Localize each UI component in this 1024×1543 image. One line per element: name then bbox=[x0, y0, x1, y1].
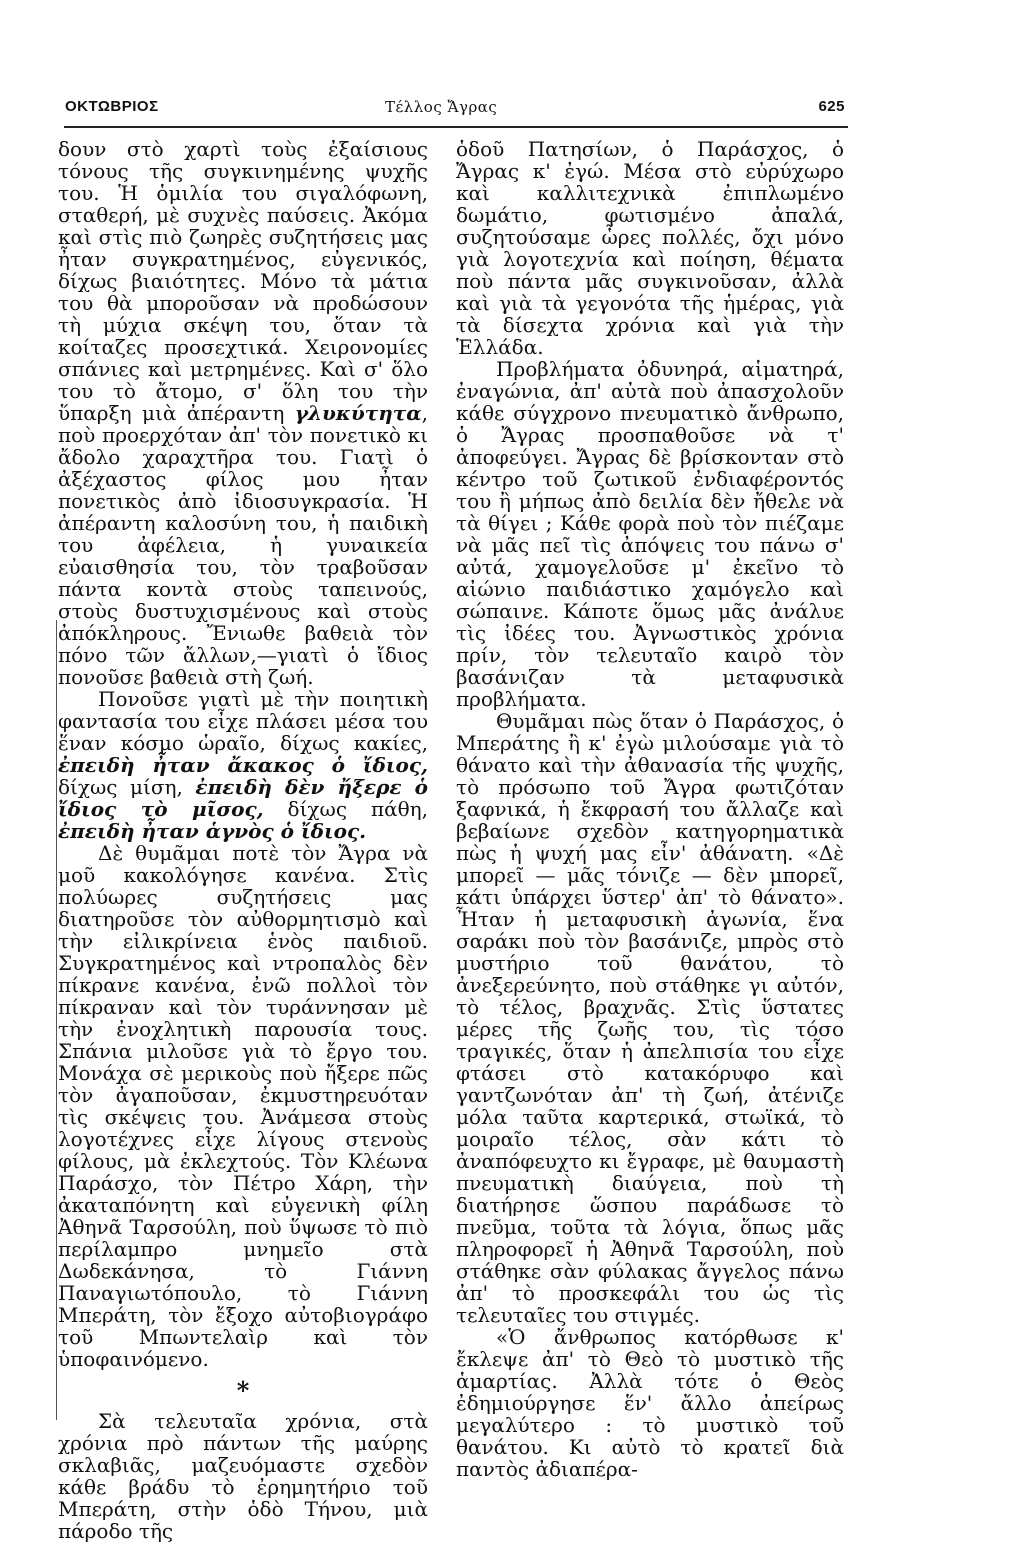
emphasis-text: ἐπειδὴ ἦταν ἄκακος ὁ ἴδιος, bbox=[58, 753, 428, 777]
page-edge-line bbox=[56, 620, 57, 1420]
paragraph: ὁδοῦ Πατησίων, ὁ Παράσχος, ὁ Ἄγρας κ' ἐγώ. Μέσα στὸ εὐρύχωρο καὶ καλλιτεχνικὰ ἐπιπλωμένο δωμάτιο, φωτισμένο ἀπαλά, συζητούσαμε ὧρες πολλές, ὄχι μόνο γιὰ λογοτεχνία καὶ ποίηση, θέματα ποὺ πάντα μᾶς συγκινοῦσαν, ἀλλὰ καὶ γιὰ τὰ γεγονότα τῆς ἡμέρας, γιὰ τὰ δίσεχτα χρόνια καὶ γιὰ τὴν Ἑλλάδα. bbox=[456, 137, 844, 359]
page-number: 625 bbox=[818, 98, 845, 115]
left-column bbox=[58, 138, 428, 1542]
paragraph-text: δίχως μίση, bbox=[58, 775, 183, 799]
emphasis-text: ἐπειδὴ δὲν ἤξερε ὁ ἴδιος τὸ μῖσος, bbox=[58, 775, 429, 821]
paragraph: Θυμᾶμαι πὼς ὅταν ὁ Παράσχος, ὁ Μπεράτης ἢ κ' ἐγὼ μιλούσαμε γιὰ τὸ θάνατο καὶ τὴν ἀθανασία τῆς ψυχῆς, τὸ πρόσωπο τοῦ Ἄγρα φωτιζόταν ξαφνικά, ἡ ἔκφρασή του ἄλλαζε καὶ βεβαίωνε σχεδὸν κατηγορηματικὰ πὼς ἡ ψυχή μας εἶν' ἀθάνατη. «Δὲ μπορεῖ — μᾶς τόνιζε — δὲν μπορεῖ, κάτι ὑπάρχει ὕστερ' ἀπ' τὸ θάνατο». Ἦταν ἡ μεταφυσικὴ ἀγωνία, ἕνα σαράκι ποὺ τὸν βασάνιζε, μπρὸς στὸ μυστήριο τοῦ θανάτου, τὸ ἀνεξερεύνητο, ποὺ στάθηκε γι αὐτόν, τὸ τέλος, βραχνᾶς. Στὶς ὕστατες μέρες τῆς ζωῆς του, τὶς τόσο τραγικές, ὅταν ἡ ἀπελπισία του εἶχε φτάσει στὸ κατακόρυφο καὶ γαντζωνόταν ἀπ' τὴ ζωή, ἀτένιζε μόλα ταῦτα καρτερικά, στωϊκά, τὸ μοιραῖο τέλος, σὰν κάτι τὸ ἀναπόφευχτο κι ἔγραφε, μὲ θαυμαστὴ πνευματικὴ διαύγεια, ποὺ τὴ διατήρησε ὥσπου παράδωσε τὸ πνεῦμα, τοῦτα τὰ λόγια, ὅπως μᾶς πληροφορεῖ ἡ Ἀθηνᾶ Ταρσούλη, ποὺ στάθηκε σὰν φύλακας ἄγγελος πάνω ἀπ' τὸ προσκεφάλι του ὡς τὶς τελευταῖες του στιγμές. bbox=[456, 709, 844, 1327]
emphasis-text: ἐπειδὴ ἦταν ἁγνὸς ὁ ἴδιος. bbox=[58, 819, 367, 843]
header-rule bbox=[64, 126, 848, 128]
paragraph bbox=[58, 138, 428, 688]
paragraph: «Ὁ ἄνθρωπος κατόρθωσε κ' ἔκλεψε ἀπ' τὸ Θεὸ τὸ μυστικὸ τῆς ἁμαρτίας. Ἀλλὰ τότε ὁ Θεὸς ἐδημιούργησε ἕν' ἄλλο ἀπείρως μεγαλύτερο : τὸ μυστικὸ τοῦ θανάτου. Κι αὐτὸ τὸ κρατεῖ διὰ παντὸς ἀδιαπέρα- bbox=[456, 1325, 844, 1481]
paragraph-text: , ποὺ προερχόταν ἀπ' τὸν πονετικὸ κι ἄδολο χαραχτῆρα του. Γιατὶ ὁ ἀξέχαστος φίλος μου ἦταν πονετικὸς ἀπὸ ἰδιοσυγκρασία. Ἡ ἀπέραντη καλοσύνη του, ἡ παιδικὴ του ἀφέλεια, ἡ γυναικεία εὐαισθησία του, τὸν τραβοῦσαν πάντα κοντὰ στοὺς ταπεινούς, στοὺς δυστυχισμένους καὶ στοὺς ἀπόκληρους. Ἔνιωθε βαθειὰ τὸν πόνο τῶν ἄλλων,—γιατὶ ὁ ἴδιος πονοῦσε βαθειὰ στὴ ζωή. bbox=[58, 401, 429, 689]
running-header bbox=[65, 98, 845, 124]
paragraph-text: Πονοῦσε γιατὶ μὲ τὴν ποιητικὴ φαντασία του εἶχε πλάσει μέσα του ἕναν κόσμο ὡραῖο, δίχως κακίες, bbox=[58, 687, 428, 755]
header-title: Τέλλος Ἄγρας bbox=[385, 98, 498, 116]
emphasis-text: γλυκύτητα bbox=[294, 401, 422, 425]
paragraph-text: δίχως πάθη, bbox=[287, 797, 428, 821]
paragraph bbox=[58, 688, 428, 842]
header-month: ΟΚΤΩΒΡΙΟΣ bbox=[65, 98, 159, 115]
right-column bbox=[456, 138, 844, 1480]
section-separator: * bbox=[236, 1376, 250, 1405]
paragraph-text: δουν στὸ χαρτὶ τοὺς ἐξαίσιους τόνους τῆς συγκινημένης ψυχῆς του. Ἡ ὁμιλία του σιγαλόφωνη, σταθερή, μὲ συχνὲς παύσεις. Ἀκόμα καὶ στὶς πιὸ ζωηρὲς συζητήσεις μας ἦταν συγκρατημένος, εὐγενικός, δίχως βιαιότητες. Μόνο τὰ μάτια του θὰ μποροῦσαν νὰ προδώσουν τὴ μύχια σκέψη του, ὅταν τὰ κοίταζες προσεχτικά. Χειρονομίες σπάνιες καὶ μετρημένες. Καὶ σ' ὅλο του τὸ ἄτομο, σ' ὅλη του τὴν ὕπαρξη μιὰ ἀπέραντη bbox=[58, 137, 428, 425]
paragraph: Σὰ τελευταῖα χρόνια, στὰ χρόνια πρὸ πάντων τῆς μαύρης σκλαβιᾶς, μαζευόμαστε σχεδὸν κάθε βράδυ τὸ ἐρημητήριο τοῦ Μπεράτη, στὴν ὁδὸ Τήνου, μιὰ πάροδο τῆς bbox=[58, 1409, 428, 1543]
paragraph: Προβλήματα ὀδυνηρά, αἱματηρά, ἐναγώνια, ἀπ' αὐτὰ ποὺ ἀπασχολοῦν κάθε σύγχρονο πνευματικὸ ἄνθρωπο, ὁ Ἄγρας προσπαθοῦσε νὰ τ' ἀποφεύγει. Ἄγρας δὲ βρίσκονταν στὸ κέντρο τοῦ ζωτικοῦ ἐνδιαφέροντός του ἢ μήπως ἀπὸ δειλία δὲν ἤθελε νὰ τὰ θίγει ; Κάθε φορὰ ποὺ τὸν πιέζαμε νὰ μᾶς πεῖ τὶς ἀπόψεις του πάνω σ' αὐτά, χαμογελοῦσε μ' ἐκεῖνο τὸ αἰώνιο παιδιάστικο χαμόγελο καὶ σώπαινε. Κάποτε ὅμως μᾶς ἀνάλυε τὶς ἰδέες του. Ἀγνωστικὸς χρόνια πρίν, τὸν τελευταῖο καιρὸ τὸν βασάνιζαν τὰ μεταφυσικὰ προβλήματα. bbox=[456, 357, 844, 711]
paragraph: Δὲ θυμᾶμαι ποτὲ τὸν Ἄγρα νὰ μοῦ κακολόγησε κανένα. Στὶς πολύωρες συζητήσεις μας διατηροῦσε τὸν αὐθορμητισμὸ καὶ τὴν εἰλικρίνεια ἑνὸς παιδιοῦ. Συγκρατημένος καὶ ντροπαλὸς δὲν πίκρανε κανένα, ἐνῶ πολλοὶ τὸν πίκραναν καὶ τὸν τυράννησαν μὲ τὴν ἐνοχλητικὴ παρουσία τους. Σπάνια μιλοῦσε γιὰ τὸ ἔργο του. Μονάχα σὲ μερικοὺς ποὺ ἤξερε πῶς τὸν ἀγαποῦσαν, ἐκμυστηρευόταν τὶς σκέψεις του. Ἀνάμεσα στοὺς λογοτέχνες εἶχε λίγους στενοὺς φίλους, μὰ ἐκλεχτούς. Τὸν Κλέωνα Παράσχο, τὸν Πέτρο Χάρη, τὴν ἀκαταπόνητη καὶ εὐγενικὴ φίλη Ἀθηνᾶ Ταρσούλη, ποὺ ὕψωσε τὸ πιὸ περίλαμπρο μνημεῖο στὰ Δωδεκάνησα, τὸ Γιάννη Παναγιωτόπουλο, τὸ Γιάννη Μπεράτη, τὸν ἔξοχο αὐτοβιογράφο τοῦ Μπωντελαὶρ καὶ τὸν ὑποφαινόμενο. bbox=[58, 841, 428, 1371]
